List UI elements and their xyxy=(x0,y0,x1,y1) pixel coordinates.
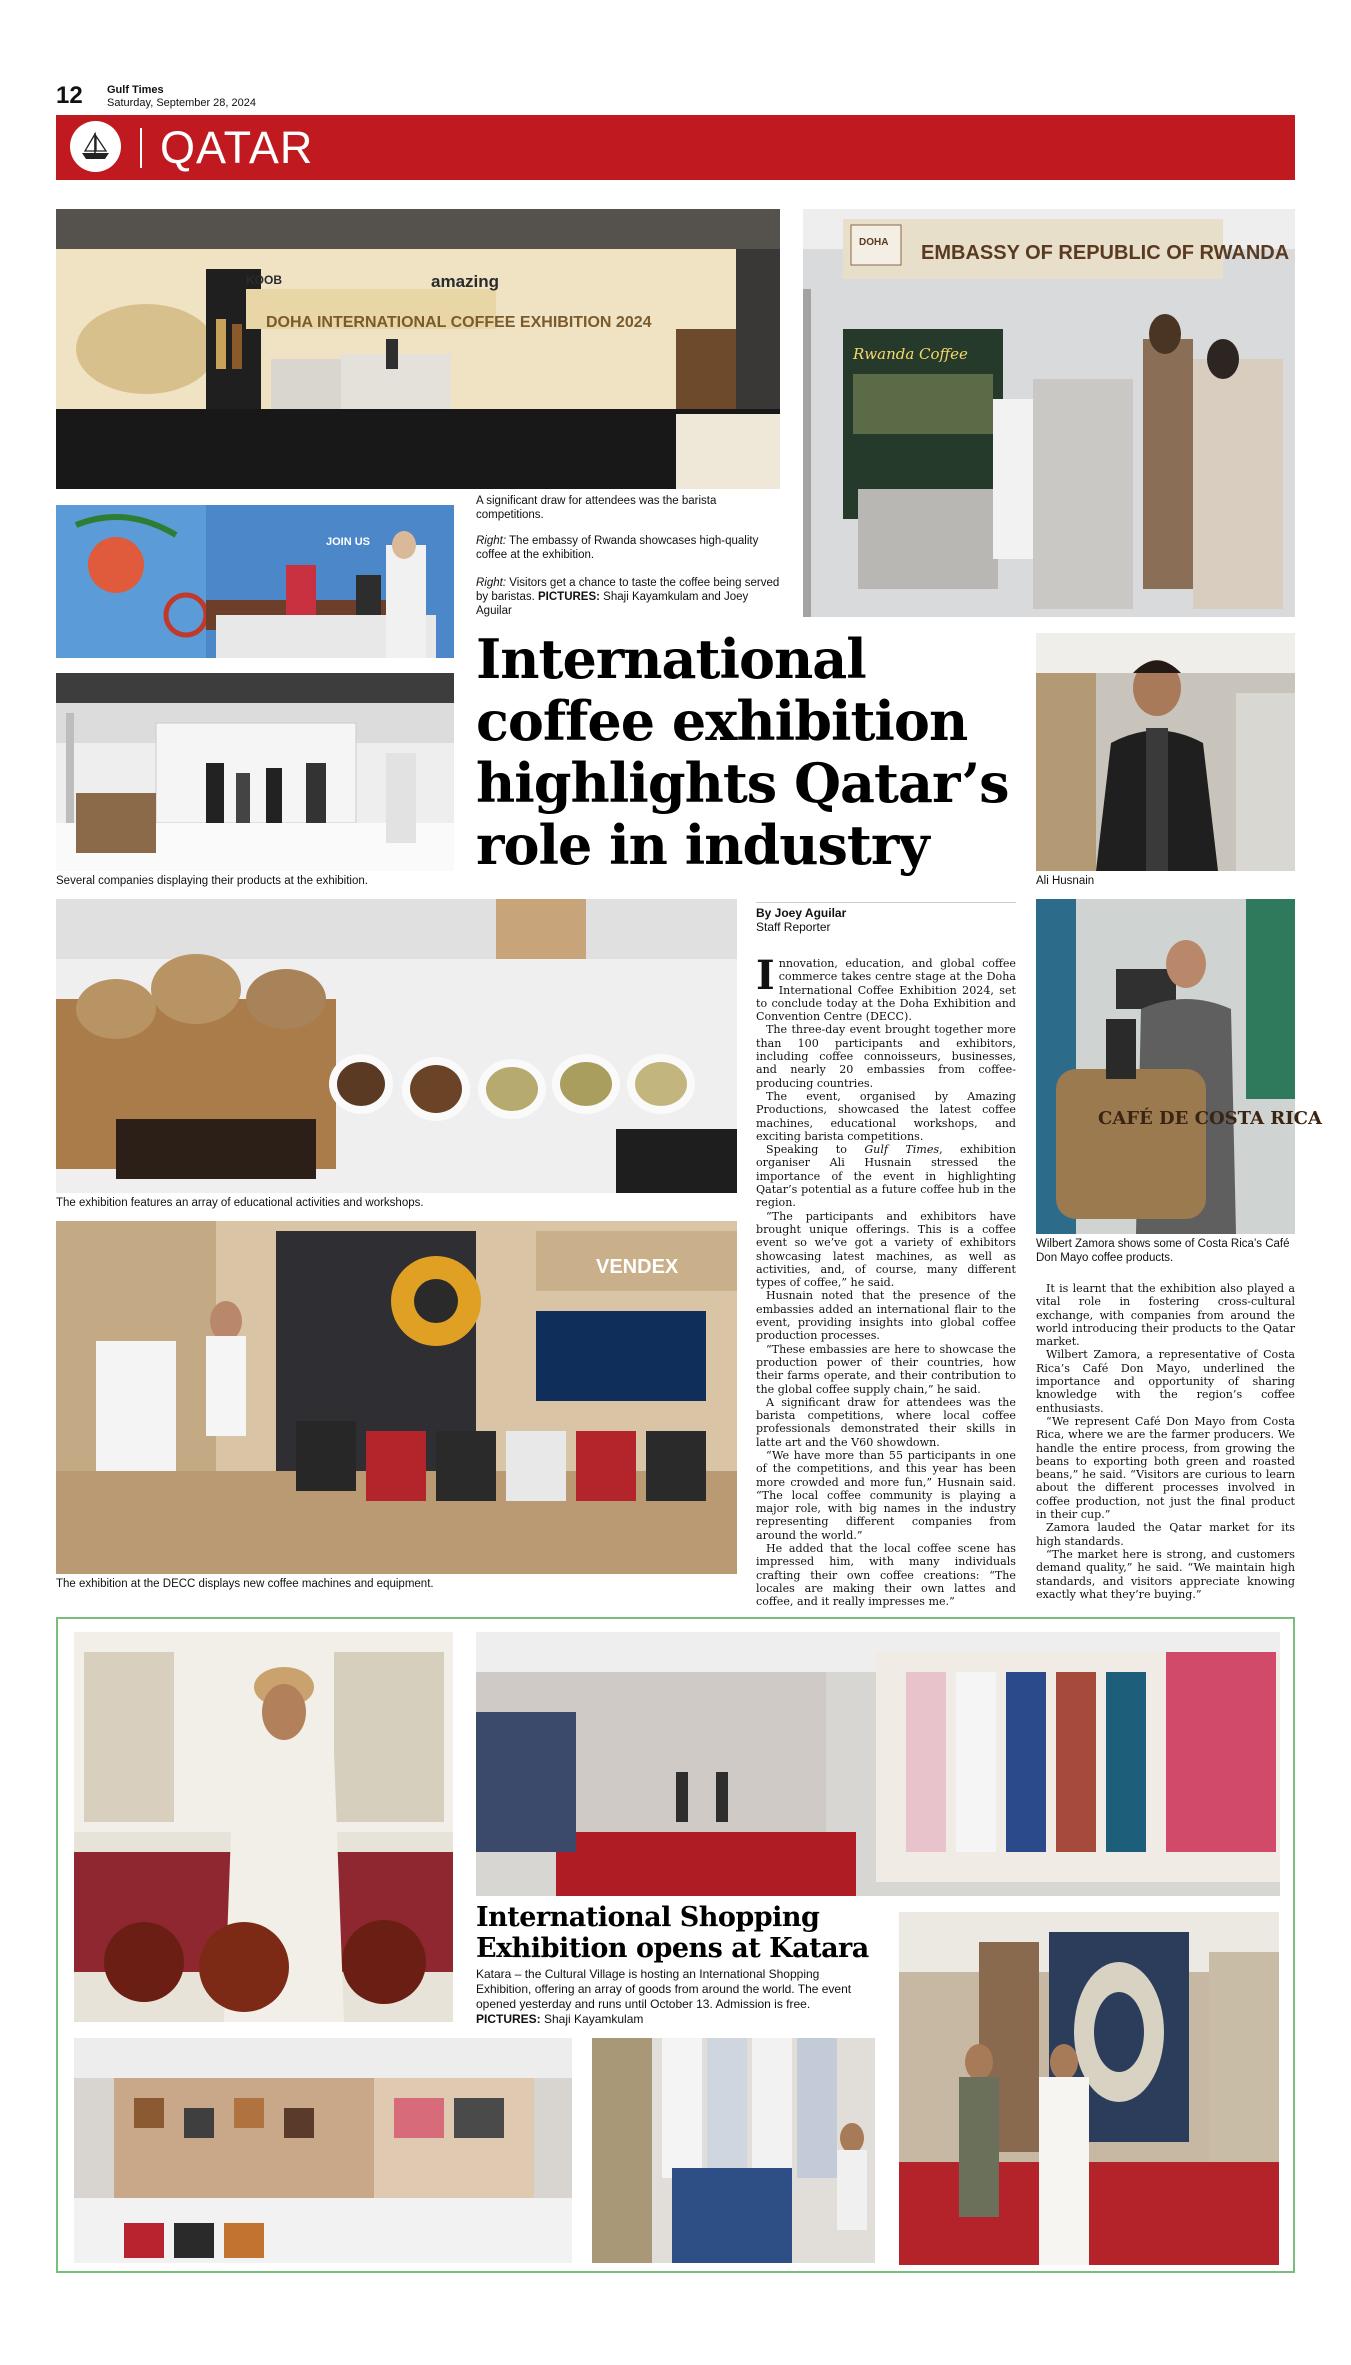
svg-text:DOHA: DOHA xyxy=(859,237,889,248)
dhow-logo-icon xyxy=(70,121,121,172)
photo-clothing-aisle xyxy=(476,1632,1280,1896)
article-paragraph: A significant draw for attendees was the barista competitions, where local coffee professionals demonstrated their skills in latte art and the V60 showdown. xyxy=(756,1395,1016,1449)
stage-banner-text: DOHA INTERNATIONAL COFFEE EXHIBITION 2024 xyxy=(266,314,652,331)
caption-rwanda: Right: The embassy of Rwanda showcases high-quality coffee at the exhibition. xyxy=(476,535,759,561)
article-paragraph: Zamora lauded the Qatar market for its high standards. xyxy=(1036,1521,1295,1548)
article-paragraph: “The participants and exhibitors have brought unique offerings. This is a coffee event so we’ve got a variety of exhibitors showcasing latest machines, as well as activities, and, of course, many different types of coffee,” he said. xyxy=(756,1209,1016,1290)
caption-zamora: Wilbert Zamora shows some of Costa Rica’s Café Don Mayo coffee products. xyxy=(1036,1238,1290,1264)
byline: By Joey Aguilar xyxy=(756,906,847,920)
photo-companies-display xyxy=(56,673,454,871)
shopping-headline: International Shopping Exhibition opens at Katara xyxy=(476,1902,869,1964)
vendex-sign-text: VENDEX xyxy=(596,1256,679,1278)
rwanda-shop-text: Rwanda Coffee xyxy=(853,345,968,363)
article-column-1 xyxy=(756,952,1016,1609)
article-column-2 xyxy=(1036,1282,1295,1601)
caption-visitors: Right: Visitors get a chance to taste the coffee being served by baristas. PICTURES: Shaji Kayamkulam and Joey Aguilar xyxy=(476,577,780,617)
article-paragraph: Husnain noted that the presence of the embassies added an international flair to the event, providing insights into global coffee production processes. xyxy=(756,1289,1016,1343)
article-paragraph: Innovation, education, and global coffee commerce takes centre stage at the Doha International Coffee Exhibition 2024, set to conclude today at the Doha Exhibition and Convention Centre (DECC). xyxy=(756,952,1016,1024)
byline-rule xyxy=(756,902,1016,903)
byline-role: Staff Reporter xyxy=(756,920,831,934)
caption-companies: Several companies displaying their products at the exhibition. xyxy=(56,875,368,887)
article-paragraph: The event, organised by Amazing Productions, showcased the latest coffee machines, educational workshops, and exciting barista competitions. xyxy=(756,1089,1016,1143)
article-paragraph: Wilbert Zamora, a representative of Costa Rica’s Café Don Mayo, underlined the importance and opportunity of sharing knowledge with the region’s coffee enthusiasts. xyxy=(1036,1348,1295,1415)
caption-workshops: The exhibition features an array of educational activities and workshops. xyxy=(56,1197,424,1209)
tasting-banner-text: JOIN US xyxy=(326,536,371,548)
page-number: 12 xyxy=(56,82,83,109)
shopping-caption: Katara – the Cultural Village is hosting an International Shopping Exhibition, offering an array of goods from around the world. The event opened yesterday and runs until October 13. Admission is free. PICTURES: Shaji Kayamkulam xyxy=(476,1967,852,2026)
photo-wilbert-zamora xyxy=(1036,899,1322,1234)
photo-honey-vendor xyxy=(74,1632,453,2022)
article-paragraph: “These embassies are here to showcase the production power of their countries, how their farms operate, and their contribution to the global coffee supply chain,” he said. xyxy=(756,1342,1016,1396)
stage-sponsor2-text: KOOB xyxy=(246,273,282,287)
photo-ali-husnain xyxy=(1036,633,1295,871)
article-paragraph: It is learnt that the exhibition also played a vital role in fostering cross-cultural exchange, with companies from around the world introducing their products to the Qatar market. xyxy=(1036,1282,1295,1349)
photo-coffee-tasting xyxy=(56,505,454,658)
band-divider xyxy=(140,128,142,168)
photo-coffee-machines xyxy=(56,1221,737,1574)
stage-sponsor-text: amazing xyxy=(431,272,500,291)
photo-garments-stall xyxy=(592,2038,875,2263)
paper-name: Gulf Times xyxy=(107,84,164,96)
article-headline: International coffee exhibition highlights Qatar’s role in industry xyxy=(476,627,1009,877)
photo-rwanda-booth xyxy=(803,209,1295,617)
photo-exhibition-stage xyxy=(56,209,780,489)
caption-husnain: Ali Husnain xyxy=(1036,875,1095,887)
photo-coffee-beans xyxy=(56,899,737,1193)
photo-handbags-stall xyxy=(74,2038,572,2263)
section-title: QATAR xyxy=(160,122,314,173)
photo-carpet-stall xyxy=(899,1912,1279,2265)
article-paragraph: “We have more than 55 participants in one of the competitions, and this year has been more crowded and more fun,” Husnain said. “The local coffee community is playing a major role, with big names in the industry representing different companies from around the world.” xyxy=(756,1448,1016,1542)
coffee-sack-text: CAFÉ DE COSTA RICA xyxy=(1098,1108,1322,1129)
caption-barista: A significant draw for attendees was the barista competitions. xyxy=(476,495,717,521)
article-dropcap: I xyxy=(756,952,775,999)
article-paragraph: The three-day event brought together more than 100 participants and exhibitors, including coffee connoisseurs, businesses, and nearly 20 embassies from coffee-producing countries. xyxy=(756,1023,1016,1090)
issue-date: Saturday, September 28, 2024 xyxy=(107,97,257,109)
rwanda-sign-text: EMBASSY OF REPUBLIC OF RWANDA xyxy=(921,242,1290,264)
article-paragraph: He added that the local coffee scene has impressed him, with many individuals crafting their own coffee creations: “The locales are making their own lattes and coffee, and it really impresses me.” xyxy=(756,1542,1016,1609)
article-paragraph: Speaking to Gulf Times, exhibition organiser Ali Husnain stressed the importance of the event in highlighting Qatar’s potential as a future coffee hub in the region. xyxy=(756,1143,1016,1210)
article-paragraph: “The market here is strong, and customers demand quality,” he said. “We maintain high standards, and visitors appreciate knowing exactly what they’re buying.” xyxy=(1036,1547,1295,1601)
caption-machines: The exhibition at the DECC displays new coffee machines and equipment. xyxy=(56,1578,434,1590)
article-paragraph: “We represent Café Don Mayo from Costa Rica, where we are the farmer producers. We handle the entire process, from growing the beans to exporting both green and roasted beans,” he said. “Visitors are curious to learn about the different processes involved in coffee production, not just the final product in their cup.” xyxy=(1036,1414,1295,1522)
